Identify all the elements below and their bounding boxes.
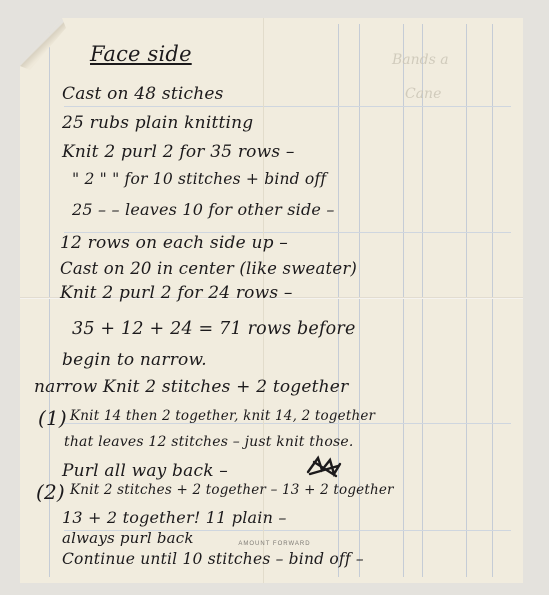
handwritten-line: Knit 2 purl 2 for 24 rows – (60, 283, 293, 303)
handwritten-line: narrow Knit 2 stitches + 2 together (34, 377, 349, 397)
bleed-through-text: Bands a (392, 52, 449, 68)
handwritten-line: " 2 " " for 10 stitches + bind off (72, 170, 327, 188)
handwritten-line: begin to narrow. (62, 350, 207, 370)
handwritten-line: Cast on 20 in center (like sweater) (60, 259, 358, 278)
ledger-row-rule (64, 106, 511, 107)
handwritten-line: Knit 2 stitches + 2 together – 13 + 2 together (70, 482, 394, 498)
handwritten-line: 12 rows on each side up – (60, 233, 288, 253)
step-marker: (1) (38, 406, 67, 430)
document-title: Face side (90, 42, 192, 66)
step-marker: (2) (36, 480, 65, 504)
ink-scribble (300, 452, 350, 482)
handwritten-line: always purl back (62, 529, 194, 547)
handwritten-line: Knit 14 then 2 together, knit 14, 2 together (70, 408, 376, 424)
handwritten-line: Knit 2 purl 2 for 35 rows – (62, 142, 295, 162)
bleed-through-text: Cane (405, 86, 442, 102)
handwritten-line: that leaves 12 stitches – just knit those. (64, 434, 354, 450)
handwritten-line: 25 – – leaves 10 for other side – (72, 200, 335, 219)
handwritten-line: Cast on 48 stiches (62, 84, 224, 104)
printed-footer-label: AMOUNT FORWARD (238, 541, 311, 547)
handwritten-line: Purl all way back – (62, 461, 229, 481)
handwritten-line: 35 + 12 + 24 = 71 rows before (72, 319, 356, 339)
handwritten-line: 25 rubs plain knitting (62, 113, 254, 133)
handwritten-line: 13 + 2 together! 11 plain – (62, 508, 287, 527)
handwritten-line: Continue until 10 stitches – bind off – (62, 550, 364, 568)
